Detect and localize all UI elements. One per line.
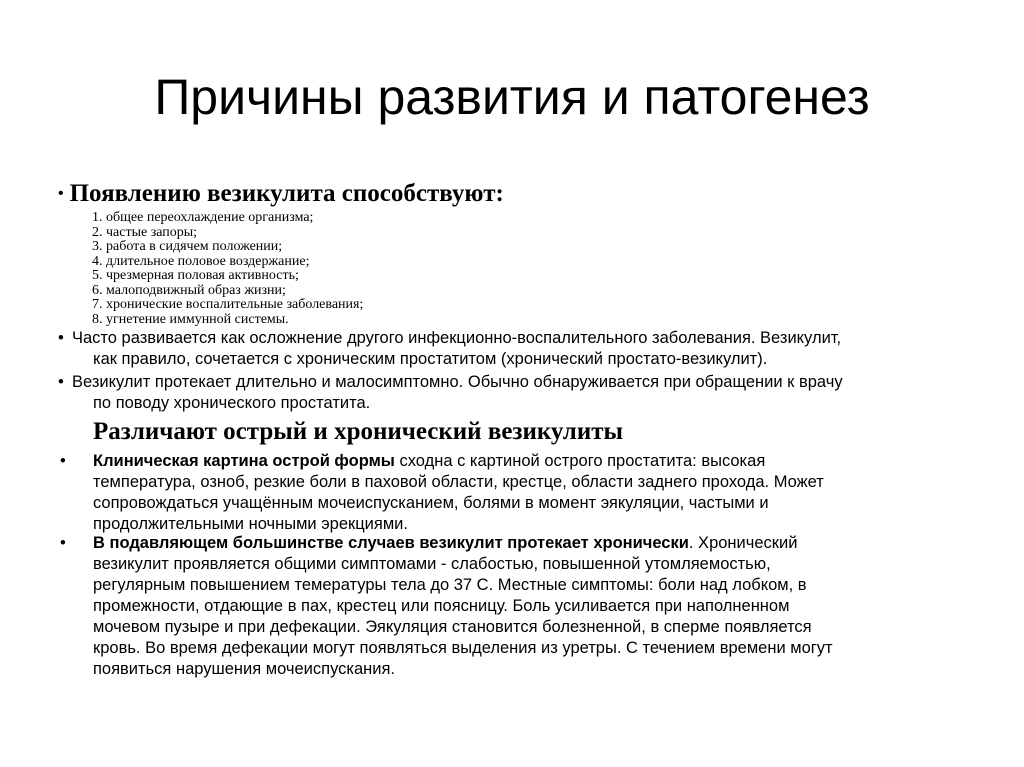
paragraph-line: мочевом пузыре и при дефекации. Эякуляция становится болезненной, в сперме появляется [93, 618, 812, 636]
paragraph-line: температура, озноб, резкие боли в паховой области, крестце, области заднего прохода. Может [93, 473, 824, 491]
line-rest: сходна с картиной острого простатита: высокая [394, 452, 766, 470]
paragraph-line [58, 533, 833, 554]
bullet-marker: • [58, 329, 64, 347]
list-item: 6. малоподвижный образ жизни; [92, 282, 286, 298]
bold-lead: Клиническая картина острой формы [93, 452, 395, 470]
slide-title: Причины развития и патогенез [154, 69, 870, 125]
bold-lead: В подавляющем большинстве случаев везикулит протекает хронически [93, 534, 689, 552]
paragraph-line: по поводу хронического простатита. [93, 394, 371, 412]
paragraph-line: регулярным повышением темературы тела до 37 С. Местные симптомы: боли над лобком, в [93, 576, 807, 594]
paragraph-line: сопровождаться учащённым мочеиспусканием, болями в момент эякуляции, частыми и [93, 494, 769, 512]
paragraph-line: везикулит проявляется общими симптомами - слабостью, повышенной утомляемостью, [93, 555, 771, 573]
list-item: 3. работа в сидячем положении; [92, 239, 283, 254]
paragraph-course [58, 372, 843, 414]
paragraph-line: промежности, отдающие в пах, крестец или поясницу. Боль усиливается при наполненном [93, 597, 790, 615]
line-rest: . Хронический [688, 534, 798, 552]
bullet-marker: • [60, 452, 66, 470]
paragraph-chronic [58, 533, 833, 680]
intro-heading-text: Появлению везикулита способствуют: [69, 180, 504, 207]
paragraph-line: Везикулит протекает длительно и малосимптомно. Обычно обнаруживается при обращении к врачу [72, 373, 843, 391]
paragraph-line: кровь. Во время дефекации могут появляться выделения из уретры. С течением времени могут [93, 639, 833, 657]
paragraph-acute [58, 451, 824, 535]
list-item: 8. угнетение иммунной системы. [92, 311, 289, 327]
list-item: 7. хронические воспалительные заболевания; [92, 297, 364, 312]
list-item: 1. общее переохлаждение организма; [92, 210, 314, 225]
paragraph-line: появиться нарушения мочеиспускания. [93, 660, 395, 678]
bullet-marker: • [58, 373, 64, 391]
causes-list [92, 211, 363, 327]
paragraph-line: как правило, сочетается с хроническим простатитом (хронический простато-везикулит). [93, 350, 768, 368]
list-item: 2. частые запоры; [92, 224, 198, 240]
list-item: 5. чрезмерная половая активность; [92, 268, 299, 283]
bullet-marker: • [60, 534, 66, 552]
paragraph-line: продолжительными ночными эрекциями. [93, 515, 408, 533]
section-heading: Различают острый и хронический везикулиты [93, 418, 624, 445]
paragraph-line [58, 451, 824, 472]
bullet-marker: • [58, 185, 64, 202]
paragraph-line: Часто развивается как осложнение другого инфекционно-воспалительного заболевания. Везикулит, [72, 329, 842, 347]
intro-heading [58, 178, 504, 213]
list-item: 4. длительное половое воздержание; [92, 253, 310, 269]
paragraph-complication [58, 328, 841, 370]
